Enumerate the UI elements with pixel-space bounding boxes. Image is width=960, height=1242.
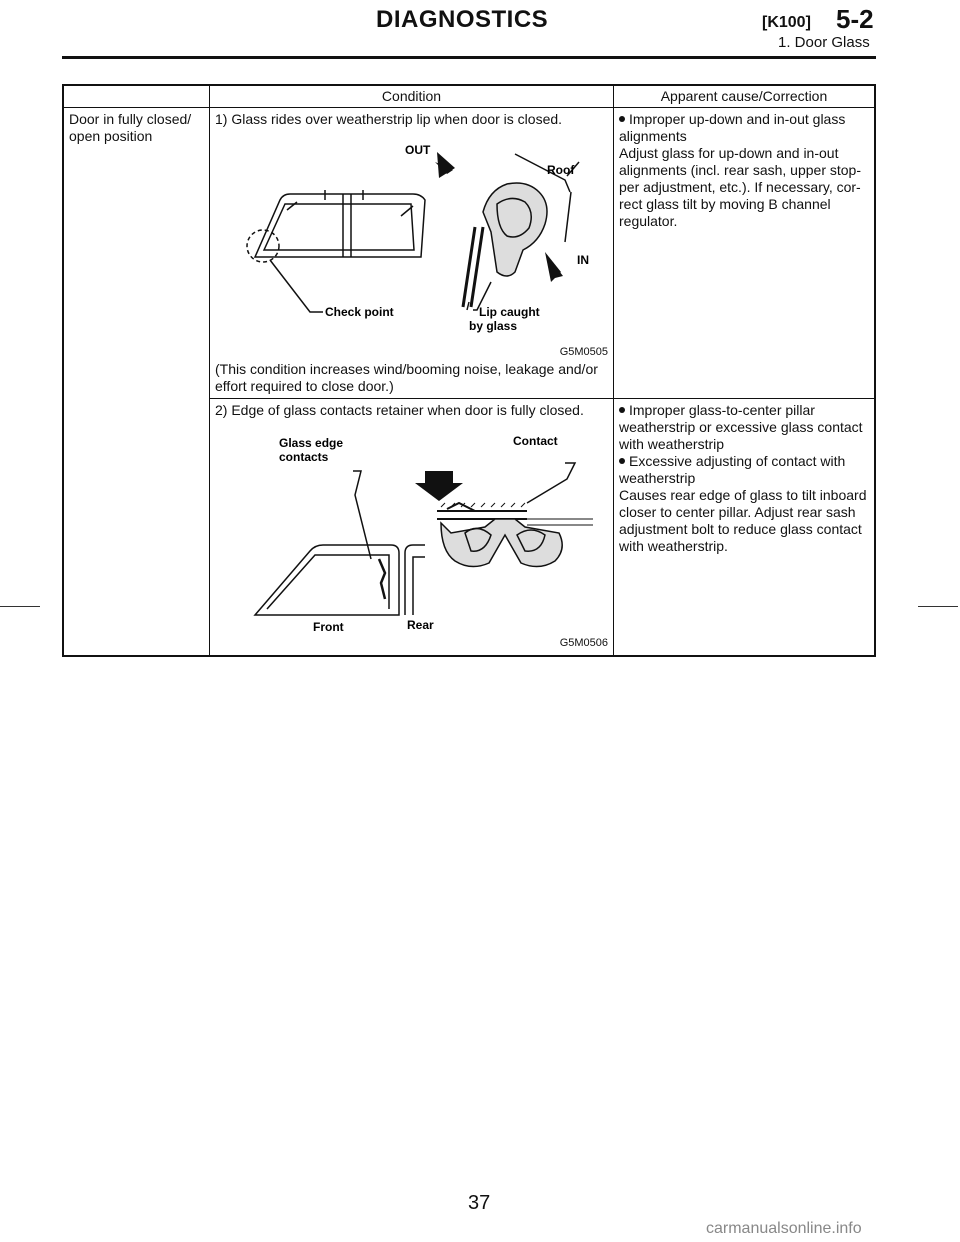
cause-text-2: Causes rear edge of glass to tilt inboard closer to center pillar. Adjust rear sash adjustment bolt to reduce glass contact with weatherstrip. — [619, 487, 867, 554]
condition-cell-1 — [210, 108, 614, 399]
figure-id-2: G5M0506 — [559, 637, 608, 649]
fig2-label-contact: Contact — [513, 434, 558, 448]
watermark: carmanualsonline.info — [706, 1220, 862, 1237]
cause-bullet-text: Improper glass-to-center pillar weatherstrip or excessive glass contact with weatherstrip — [619, 402, 863, 452]
table-header-row — [63, 85, 875, 108]
page-number: 37 — [468, 1192, 491, 1214]
fig1-label-by-glass: by glass — [469, 319, 518, 333]
header-condition: Condition — [210, 85, 614, 108]
figure-glass-edge-contact — [215, 423, 598, 633]
crop-mark-right — [918, 606, 958, 607]
cause-bullet — [619, 453, 869, 487]
fig2-label-contacts: contacts — [279, 450, 329, 464]
header-code: [K100] — [762, 14, 811, 31]
fig1-label-check-point: Check point — [325, 305, 394, 319]
condition-note-1: (This condition increases wind/booming noise, leakage and/or effort required to close door.) — [215, 361, 598, 394]
table-row — [63, 108, 875, 399]
fig1-label-out: OUT — [405, 143, 431, 157]
condition-cell-2 — [210, 399, 614, 657]
condition-title-1: 1) Glass rides over weatherstrip lip when door is closed. — [215, 111, 563, 127]
fig2-label-rear: Rear — [407, 618, 434, 632]
cause-bullet — [619, 111, 869, 145]
cause-text-1: Adjust glass for up-down and in-out alignments (incl. rear sash, upper stop-per adjustment, etc.). If necessary, cor-rect glass tilt by moving B channel regulator. — [619, 145, 861, 229]
condition-title-2: 2) Edge of glass contacts retainer when door is fully closed. — [215, 402, 584, 418]
fig1-label-in: IN — [577, 253, 589, 267]
header-title: DIAGNOSTICS — [376, 6, 549, 33]
bullet-icon — [619, 116, 625, 122]
cause-bullet-text: Excessive adjusting of contact with weatherstrip — [619, 453, 846, 486]
header-section: 5-2 — [836, 4, 874, 34]
header-empty-cell — [63, 85, 210, 108]
cause-cell-1 — [614, 108, 876, 399]
figure-glass-over-lip — [215, 132, 598, 342]
row-label: Door in fully closed/ open position — [63, 108, 210, 657]
figure-id-1: G5M0505 — [559, 346, 608, 358]
header-cause: Apparent cause/Correction — [614, 85, 876, 108]
bullet-icon — [619, 407, 625, 413]
header-subsection: 1. Door Glass — [778, 34, 870, 51]
cause-cell-2 — [614, 399, 876, 657]
crop-mark-left — [0, 606, 40, 607]
cause-bullet — [619, 402, 869, 453]
diagnostics-table — [62, 84, 876, 657]
fig2-label-glass-edge: Glass edge — [279, 436, 344, 450]
fig1-label-roof: Roof — [547, 163, 575, 177]
fig2-label-front: Front — [313, 620, 344, 633]
fig1-label-lip-caught: Lip caught — [479, 305, 540, 319]
cause-bullet-text: Improper up-down and in-out glass alignments — [619, 111, 846, 144]
header-rule — [62, 56, 876, 59]
bullet-icon — [619, 458, 625, 464]
